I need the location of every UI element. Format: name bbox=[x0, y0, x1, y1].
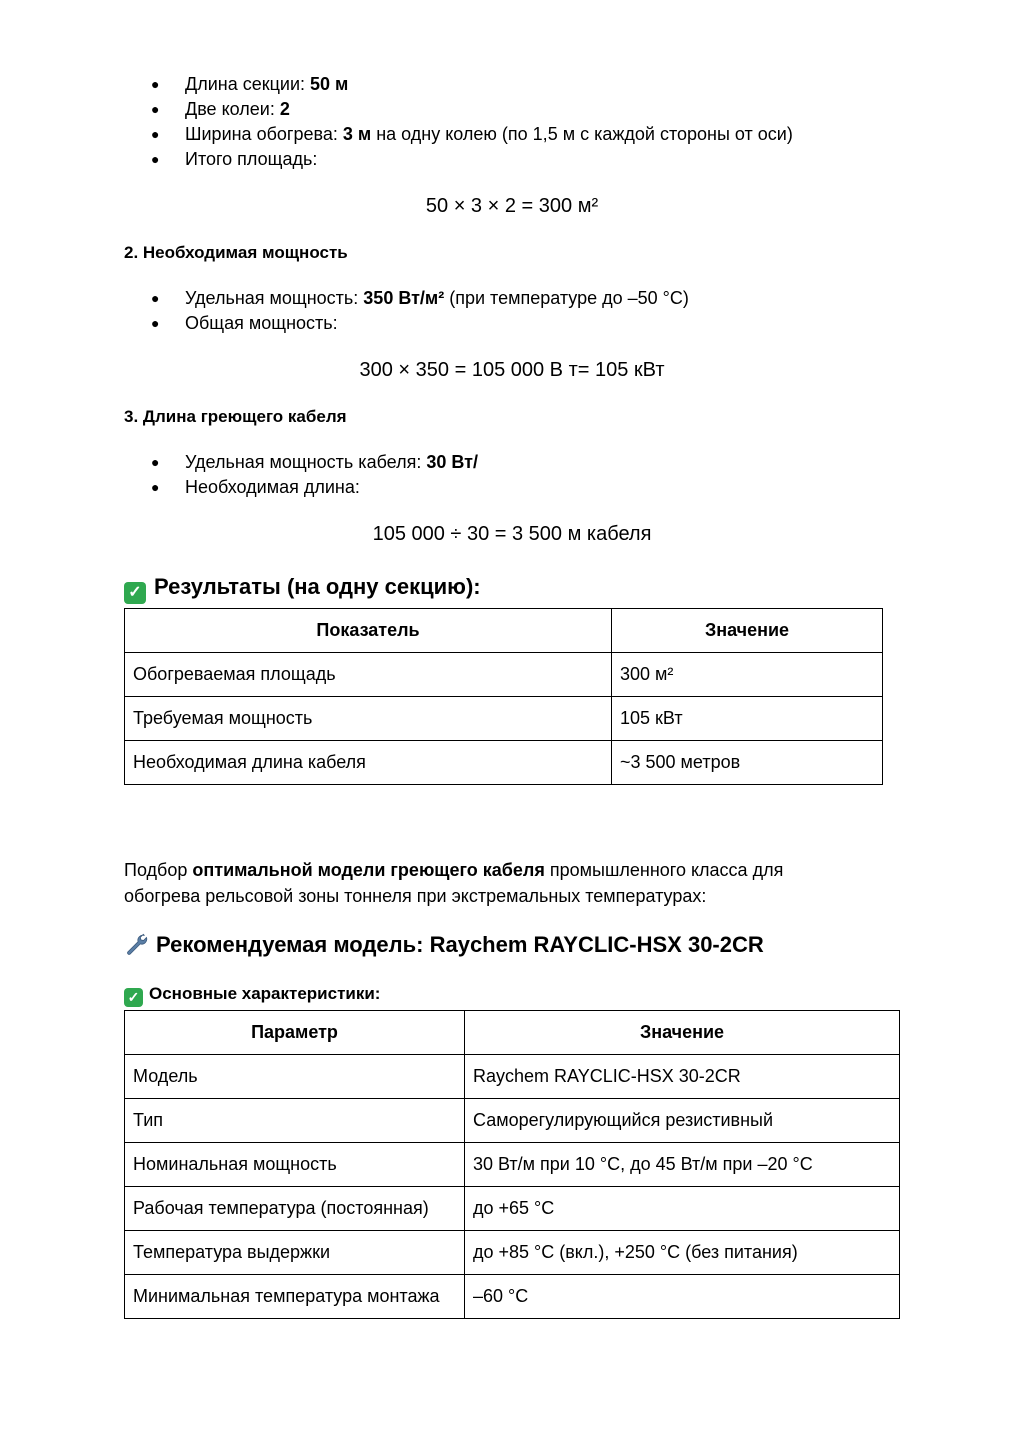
section-heading-cable-length: 3. Длина греющего кабеля bbox=[124, 407, 347, 426]
column-header: Параметр bbox=[125, 1011, 465, 1055]
bullet-icon: ● bbox=[151, 315, 160, 331]
list-item: ● Длина секции: 50 м bbox=[151, 72, 793, 97]
table-cell: 300 м² bbox=[612, 653, 883, 697]
power-bullet-list bbox=[151, 286, 689, 336]
table-row bbox=[125, 1275, 900, 1319]
model-heading: Рекомендуемая модель: Raychem RAYCLIC-HSX 30-2CR bbox=[124, 930, 764, 960]
table-row bbox=[125, 1099, 900, 1143]
table-row bbox=[125, 1231, 900, 1275]
check-mark-icon: ✓ bbox=[124, 582, 146, 604]
column-header: Значение bbox=[612, 609, 883, 653]
bullet-icon: ● bbox=[151, 151, 160, 167]
table-cell: Модель bbox=[125, 1055, 465, 1099]
selection-paragraph: Подбор оптимальной модели греющего кабеля промышленного класса для обогрева рельсовой зоны тоннеля при экстремальных температурах: bbox=[124, 860, 784, 906]
area-formula: 50 × 3 × 2 = 300 м² bbox=[425, 195, 599, 217]
list-item: ● Итого площадь: bbox=[151, 147, 793, 172]
table-cell: 105 кВт bbox=[612, 697, 883, 741]
table-row bbox=[125, 1143, 900, 1187]
table-cell: ~3 500 метров bbox=[612, 741, 883, 785]
column-header: Показатель bbox=[125, 609, 612, 653]
table-row bbox=[125, 1187, 900, 1231]
section-heading-power: 2. Необходимая мощность bbox=[124, 243, 348, 262]
cable-formula: 105 000 ÷ 30 = 3 500 м кабеля bbox=[372, 523, 652, 545]
power-formula: 300 × 350 = 105 000 В т= 105 кВт bbox=[359, 359, 665, 381]
specs-table bbox=[124, 1010, 900, 1319]
results-heading: ✓ Результаты (на одну секцию): bbox=[124, 572, 481, 604]
table-cell: Необходимая длина кабеля bbox=[125, 741, 612, 785]
table-header-row bbox=[125, 609, 883, 653]
table-cell: Температура выдержки bbox=[125, 1231, 465, 1275]
results-table bbox=[124, 608, 883, 785]
cable-bullet-list bbox=[151, 450, 478, 500]
table-row bbox=[125, 741, 883, 785]
table-cell: Минимальная температура монтажа bbox=[125, 1275, 465, 1319]
table-cell: Саморегулирующийся резистивный bbox=[465, 1099, 900, 1143]
table-cell: Тип bbox=[125, 1099, 465, 1143]
table-cell: Обогреваемая площадь bbox=[125, 653, 612, 697]
bullet-icon: ● bbox=[151, 126, 160, 142]
table-cell: Требуемая мощность bbox=[125, 697, 612, 741]
list-item: ● Удельная мощность: 350 Вт/м² (при температуре до –50 °C) bbox=[151, 286, 689, 311]
specs-heading: ✓ Основные характеристики: bbox=[124, 983, 380, 1007]
bullet-icon: ● bbox=[151, 454, 160, 470]
table-cell: до +85 °C (вкл.), +250 °C (без питания) bbox=[465, 1231, 900, 1275]
table-cell: Рабочая температура (постоянная) bbox=[125, 1187, 465, 1231]
table-cell: до +65 °C bbox=[465, 1187, 900, 1231]
bullet-icon: ● bbox=[151, 101, 160, 117]
table-cell: 30 Вт/м при 10 °C, до 45 Вт/м при –20 °C bbox=[465, 1143, 900, 1187]
table-cell: Номинальная мощность bbox=[125, 1143, 465, 1187]
list-item: ● Две колеи: 2 bbox=[151, 97, 793, 122]
list-item: ● Необходимая длина: bbox=[151, 475, 478, 500]
table-row bbox=[125, 697, 883, 741]
bullet-icon: ● bbox=[151, 479, 160, 495]
bullet-icon: ● bbox=[151, 290, 160, 306]
check-mark-icon: ✓ bbox=[124, 988, 143, 1007]
table-cell: Raychem RAYCLIC-HSX 30-2CR bbox=[465, 1055, 900, 1099]
table-row bbox=[125, 1055, 900, 1099]
column-header: Значение bbox=[465, 1011, 900, 1055]
table-header-row bbox=[125, 1011, 900, 1055]
list-item: ● Удельная мощность кабеля: 30 Вт/ bbox=[151, 450, 478, 475]
bullet-icon: ● bbox=[151, 76, 160, 92]
table-row bbox=[125, 653, 883, 697]
list-item: ● Общая мощность: bbox=[151, 311, 689, 336]
area-bullet-list bbox=[151, 72, 793, 172]
list-item: ● Ширина обогрева: 3 м на одну колею (по 1,5 м с каждой стороны от оси) bbox=[151, 122, 793, 147]
table-cell: –60 °C bbox=[465, 1275, 900, 1319]
wrench-icon bbox=[124, 932, 148, 956]
